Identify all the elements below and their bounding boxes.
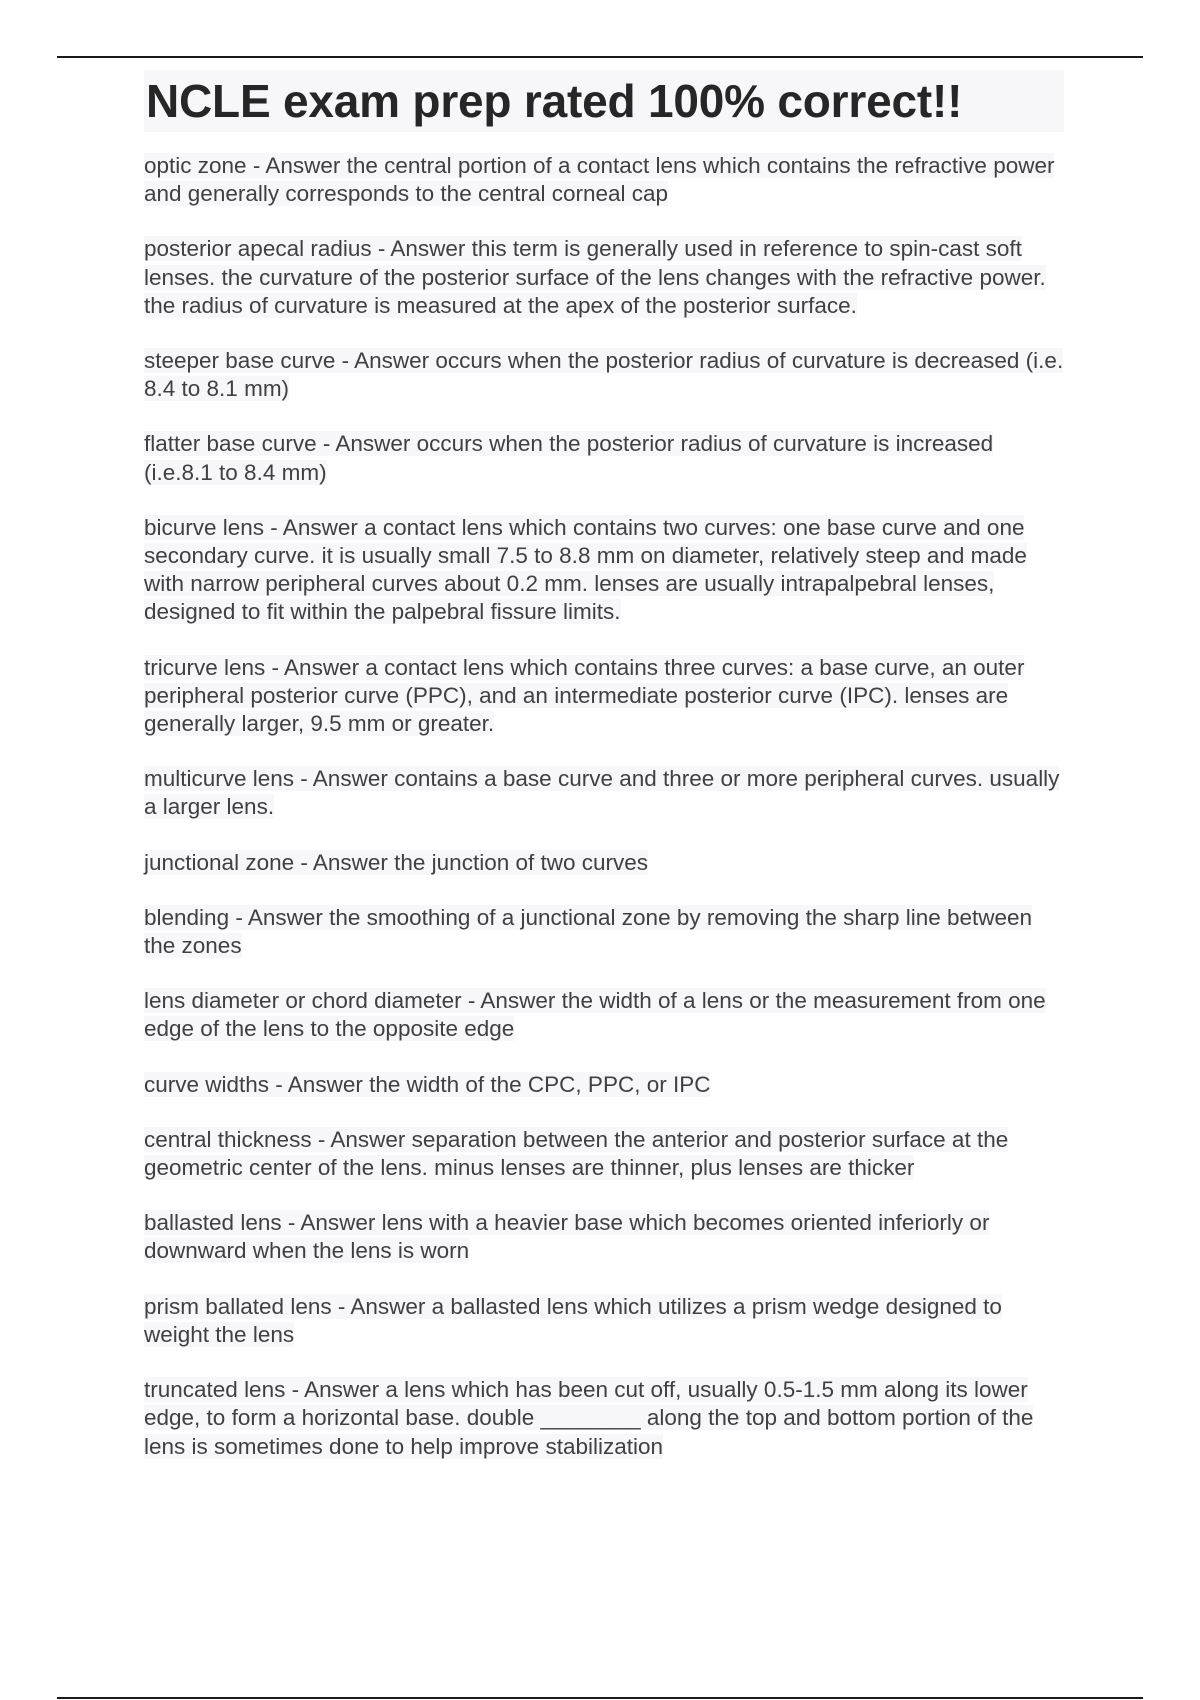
glossary-entry-text: lens diameter or chord diameter - Answer the width of a lens or the measurement from one edge of the lens to the opposite edge [144,988,1046,1042]
glossary-entry-text: central thickness - Answer separation between the anterior and posterior surface at the geometric center of the lens. minus lenses are thinner, plus lenses are thicker [144,1126,1009,1181]
glossary-entry [144,987,1064,1043]
glossary-entry [144,430,1064,486]
glossary-entry-text: multicurve lens - Answer contains a base curve and three or more peripheral curves. usually a larger lens. [144,766,1060,820]
glossary-entry-text: ballasted lens - Answer lens with a heavier base which becomes oriented inferiorly or downward when the lens is worn [144,1210,990,1264]
glossary-entry-text: truncated lens - Answer a lens which has been cut off, usually 0.5-1.5 mm along its lower edge, to form a horizontal base. double ________ along the top and bottom portion of the lens is sometimes done to help improve stabilization [144,1377,1034,1459]
glossary-entry-text: flatter base curve - Answer occurs when the posterior radius of curvature is increased (i.e.8.1 to 8.4 mm) [144,431,994,485]
bottom-rule [57,1697,1143,1699]
glossary-entry-text: curve widths - Answer the width of the CPC, PPC, or IPC [144,1071,711,1097]
glossary-entry-text: blending - Answer the smoothing of a junctional zone by removing the sharp line between the zones [144,904,1033,959]
glossary-list [144,152,1064,1461]
glossary-entry [144,1376,1064,1461]
glossary-entry [144,152,1064,208]
glossary-entry [144,1071,1064,1099]
glossary-entry [144,1209,1064,1265]
glossary-entry [144,765,1064,821]
glossary-entry-text: bicurve lens - Answer a contact lens which contains two curves: one base curve and one secondary curve. it is usually small 7.5 to 8.8 mm on diameter, relatively steep and made with narrow peripheral curves about 0.2 mm. lenses are usually intrapalpebral lenses, designed to fit within the palpebral fissure limits. [144,514,1027,625]
glossary-entry-text: steeper base curve - Answer occurs when the posterior radius of curvature is decreased (i.e. 8.4 to 8.1 mm) [144,348,1064,402]
glossary-entry [144,1293,1064,1349]
glossary-entry [144,347,1064,403]
top-rule [57,56,1143,58]
glossary-entry-text: prism ballated lens - Answer a ballasted lens which utilizes a prism wedge designed to weight the lens [144,1293,1002,1347]
glossary-entry-text: optic zone - Answer the central portion of a contact lens which contains the refractive power and generally corresponds to the central corneal cap [144,153,1055,207]
glossary-entry-text: tricurve lens - Answer a contact lens which contains three curves: a base curve, an outer peripheral posterior curve (PPC), and an intermediate posterior curve (IPC). lenses are generally larger, 9.5 mm or greater. [144,654,1025,737]
glossary-entry [144,235,1064,320]
glossary-entry [144,849,1064,877]
glossary-entry [144,514,1064,627]
document-title: NCLE exam prep rated 100% correct!! [144,70,1064,132]
glossary-entry [144,1126,1064,1182]
glossary-entry [144,654,1064,739]
glossary-entry-text: junctional zone - Answer the junction of two curves [144,849,649,875]
glossary-entry [144,904,1064,960]
document-body [144,70,1064,1488]
glossary-entry-text: posterior apecal radius - Answer this term is generally used in reference to spin-cast soft lenses. the curvature of the posterior surface of the lens changes with the refractive power. the radius of curvature is measured at the apex of the posterior surface. [144,236,1046,318]
